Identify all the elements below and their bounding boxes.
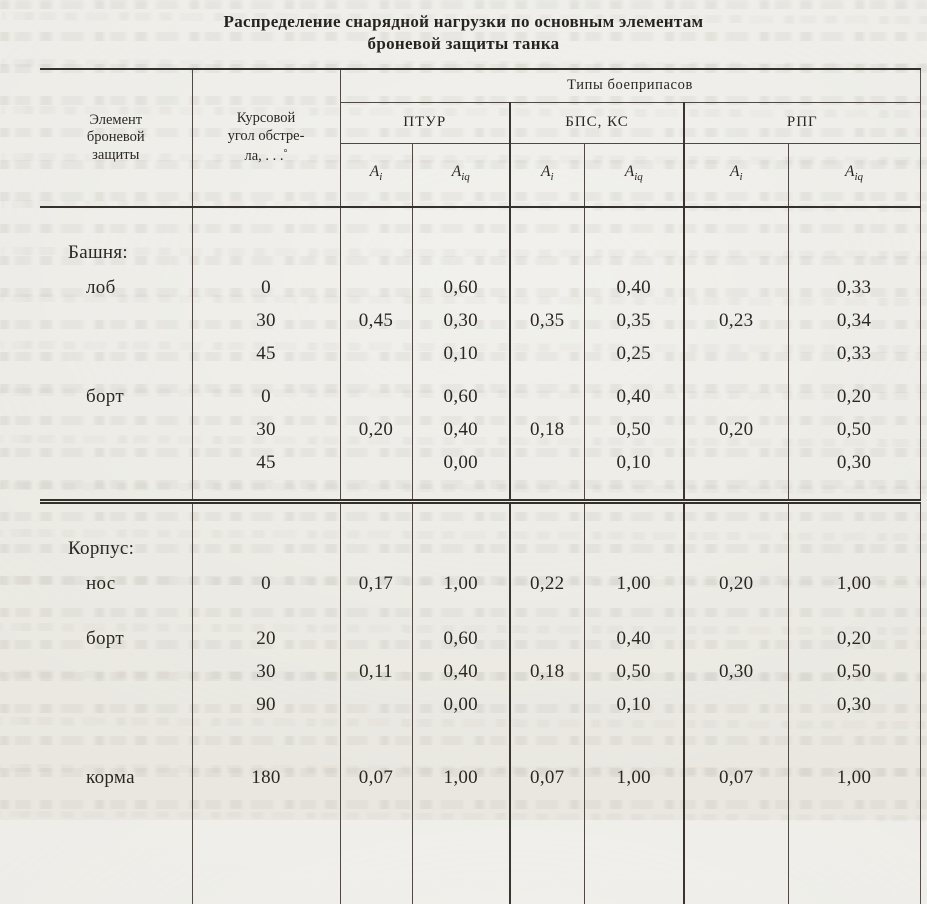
coef-subscript: i <box>550 171 554 184</box>
header-row-top <box>40 69 920 103</box>
angle-cell: 0 <box>192 567 340 600</box>
value-cell: 0,07 <box>340 721 412 794</box>
value-cell <box>340 207 412 271</box>
filler-cell <box>40 794 192 904</box>
table-filler-row <box>40 794 920 904</box>
table-row <box>40 688 920 721</box>
value-cell: 0,07 <box>510 721 584 794</box>
header-coef-ai <box>684 144 788 208</box>
filler-cell <box>340 794 412 904</box>
table-row <box>40 370 920 413</box>
header-coef-aiq <box>412 144 510 208</box>
filler-cell <box>584 794 684 904</box>
header-line: броневой <box>86 129 145 146</box>
angle-cell: 45 <box>192 446 340 502</box>
value-cell: 0,33 <box>836 276 872 298</box>
value-cell <box>584 207 684 271</box>
angle-cell: 20 <box>192 600 340 655</box>
value-cell: 0,00 <box>412 446 510 502</box>
value-cell: 0,35 <box>510 304 584 337</box>
section-row-hull <box>40 502 920 568</box>
value-cell: 0,40 <box>584 271 684 304</box>
header-coef-aiq <box>584 144 684 208</box>
value-cell <box>788 502 920 568</box>
angle-cell: 30 <box>192 413 340 446</box>
value-cell: 1,00 <box>836 572 872 594</box>
value-cell: 1,00 <box>584 567 684 600</box>
table-row <box>40 337 920 370</box>
value-cell: 0,22 <box>510 567 584 600</box>
value-cell: 1,00 <box>836 766 872 788</box>
element-label-cell: лоб <box>40 271 192 304</box>
angle-cell: 0 <box>192 271 340 304</box>
document-title <box>0 11 927 55</box>
value-cell: 0,30 <box>684 655 788 688</box>
value-cell <box>510 600 584 655</box>
value-cell: 0,10 <box>584 446 684 502</box>
angle-cell: 90 <box>192 688 340 721</box>
header-group-rpg: РПГ <box>684 103 920 144</box>
element-label-cell <box>40 304 192 337</box>
value-cell <box>684 207 788 271</box>
coef-symbol: A <box>451 163 462 181</box>
value-cell <box>510 688 584 721</box>
value-cell: 0,40 <box>584 370 684 413</box>
value-cell: 0,40 <box>412 655 510 688</box>
value-cell <box>340 688 412 721</box>
angle-cell: 180 <box>192 721 340 794</box>
value-cell: 1,00 <box>412 721 510 794</box>
value-cell: 0,50 <box>836 660 872 682</box>
value-cell <box>584 502 684 568</box>
element-label-cell <box>40 446 192 502</box>
value-cell <box>340 446 412 502</box>
header-element-armor <box>40 69 192 207</box>
table-row <box>40 721 920 794</box>
value-cell: 0,10 <box>412 337 510 370</box>
value-cell: 0,10 <box>584 688 684 721</box>
value-cell <box>412 207 510 271</box>
filler-cell <box>510 794 584 904</box>
angle-cell: 30 <box>192 655 340 688</box>
value-cell <box>684 502 788 568</box>
filler-cell <box>788 794 920 904</box>
value-cell <box>684 688 788 721</box>
element-label-cell <box>40 413 192 446</box>
table-row <box>40 304 920 337</box>
angle-cell: 0 <box>192 370 340 413</box>
value-cell: 0,30 <box>836 693 872 715</box>
header-group-bps-ks: БПС, КС <box>510 103 684 144</box>
value-cell <box>684 271 788 304</box>
title-line-2: броневой защиты танка <box>367 34 560 53</box>
header-course-angle <box>192 69 340 207</box>
value-cell <box>340 502 412 568</box>
value-cell <box>510 370 584 413</box>
value-cell <box>340 337 412 370</box>
value-cell: 0,20 <box>684 413 788 446</box>
value-cell: 0,07 <box>684 721 788 794</box>
header-group-ptur: ПТУР <box>340 103 510 144</box>
filler-cell <box>192 794 340 904</box>
coef-symbol: A <box>845 163 855 181</box>
coef-symbol: A <box>540 163 551 181</box>
angle-cell <box>192 207 340 271</box>
coef-subscript: i <box>739 171 743 184</box>
angle-cell: 30 <box>192 304 340 337</box>
value-cell: 0,18 <box>510 655 584 688</box>
coef-subscript: i <box>379 171 383 184</box>
value-cell <box>340 271 412 304</box>
coef-subscript: iq <box>461 171 470 184</box>
value-cell: 0,50 <box>836 418 872 440</box>
section-label-cell: Корпус: <box>40 502 192 568</box>
value-cell <box>340 370 412 413</box>
value-cell <box>510 207 584 271</box>
value-cell: 0,45 <box>340 304 412 337</box>
value-cell: 0,17 <box>340 567 412 600</box>
value-cell: 0,20 <box>836 627 872 649</box>
element-label-cell <box>40 655 192 688</box>
value-cell: 0,40 <box>412 413 510 446</box>
value-cell: 0,33 <box>836 342 872 364</box>
ammo-distribution-table <box>40 68 921 904</box>
value-cell <box>684 337 788 370</box>
filler-cell <box>412 794 510 904</box>
value-cell <box>788 207 920 271</box>
value-cell <box>510 337 584 370</box>
value-cell <box>412 502 510 568</box>
section-row-turret <box>40 207 920 271</box>
coef-symbol: A <box>624 163 635 181</box>
element-label-cell: борт <box>40 600 192 655</box>
value-cell: 0,34 <box>836 309 872 331</box>
filler-cell <box>684 794 788 904</box>
value-cell <box>684 370 788 413</box>
value-cell: 1,00 <box>412 567 510 600</box>
value-cell: 0,20 <box>684 567 788 600</box>
header-coef-ai <box>510 144 584 208</box>
table-row <box>40 600 920 655</box>
header-coef-ai <box>340 144 412 208</box>
header-line: ла, . . . <box>244 148 284 165</box>
value-cell <box>510 502 584 568</box>
angle-cell: 45 <box>192 337 340 370</box>
value-cell <box>510 271 584 304</box>
degree-symbol: ° <box>283 148 288 160</box>
value-cell: 0,23 <box>684 304 788 337</box>
coef-symbol: A <box>369 163 380 181</box>
element-label-cell: нос <box>40 567 192 600</box>
value-cell: 0,40 <box>584 600 684 655</box>
element-label-cell: корма <box>40 721 192 794</box>
value-cell: 0,60 <box>412 271 510 304</box>
header-coef-aiq <box>788 144 920 208</box>
element-label-cell <box>40 688 192 721</box>
value-cell: 0,50 <box>584 413 684 446</box>
coef-symbol: A <box>729 163 740 181</box>
value-cell: 0,50 <box>584 655 684 688</box>
value-cell: 0,35 <box>584 304 684 337</box>
value-cell: 1,00 <box>584 721 684 794</box>
table-row <box>40 271 920 304</box>
value-cell <box>340 600 412 655</box>
title-line-1: Распределение снарядной нагрузки по основным элементам <box>223 12 704 31</box>
value-cell: 0,30 <box>412 304 510 337</box>
value-cell: 0,00 <box>412 688 510 721</box>
value-cell: 0,25 <box>584 337 684 370</box>
coef-subscript: iq <box>854 171 864 184</box>
value-cell <box>684 446 788 502</box>
value-cell: 0,60 <box>412 370 510 413</box>
value-cell: 0,20 <box>340 413 412 446</box>
value-cell <box>684 600 788 655</box>
value-cell <box>510 446 584 502</box>
value-cell: 0,20 <box>836 385 872 407</box>
table-row <box>40 567 920 600</box>
section-label-cell: Башня: <box>40 207 192 271</box>
header-line: Элемент <box>89 111 143 128</box>
angle-cell <box>192 502 340 568</box>
value-cell: 0,30 <box>836 451 872 473</box>
value-cell: 0,11 <box>340 655 412 688</box>
header-ammo-types: Типы боеприпасов <box>340 69 920 103</box>
value-cell: 0,60 <box>412 600 510 655</box>
header-line: угол обстре- <box>227 127 305 144</box>
element-label-cell: борт <box>40 370 192 413</box>
header-line: Курсовой <box>236 110 296 127</box>
table-row <box>40 655 920 688</box>
table-row <box>40 446 920 502</box>
table-row <box>40 413 920 446</box>
value-cell: 0,18 <box>510 413 584 446</box>
header-line: защиты <box>92 146 140 163</box>
element-label-cell <box>40 337 192 370</box>
coef-subscript: iq <box>634 171 643 184</box>
